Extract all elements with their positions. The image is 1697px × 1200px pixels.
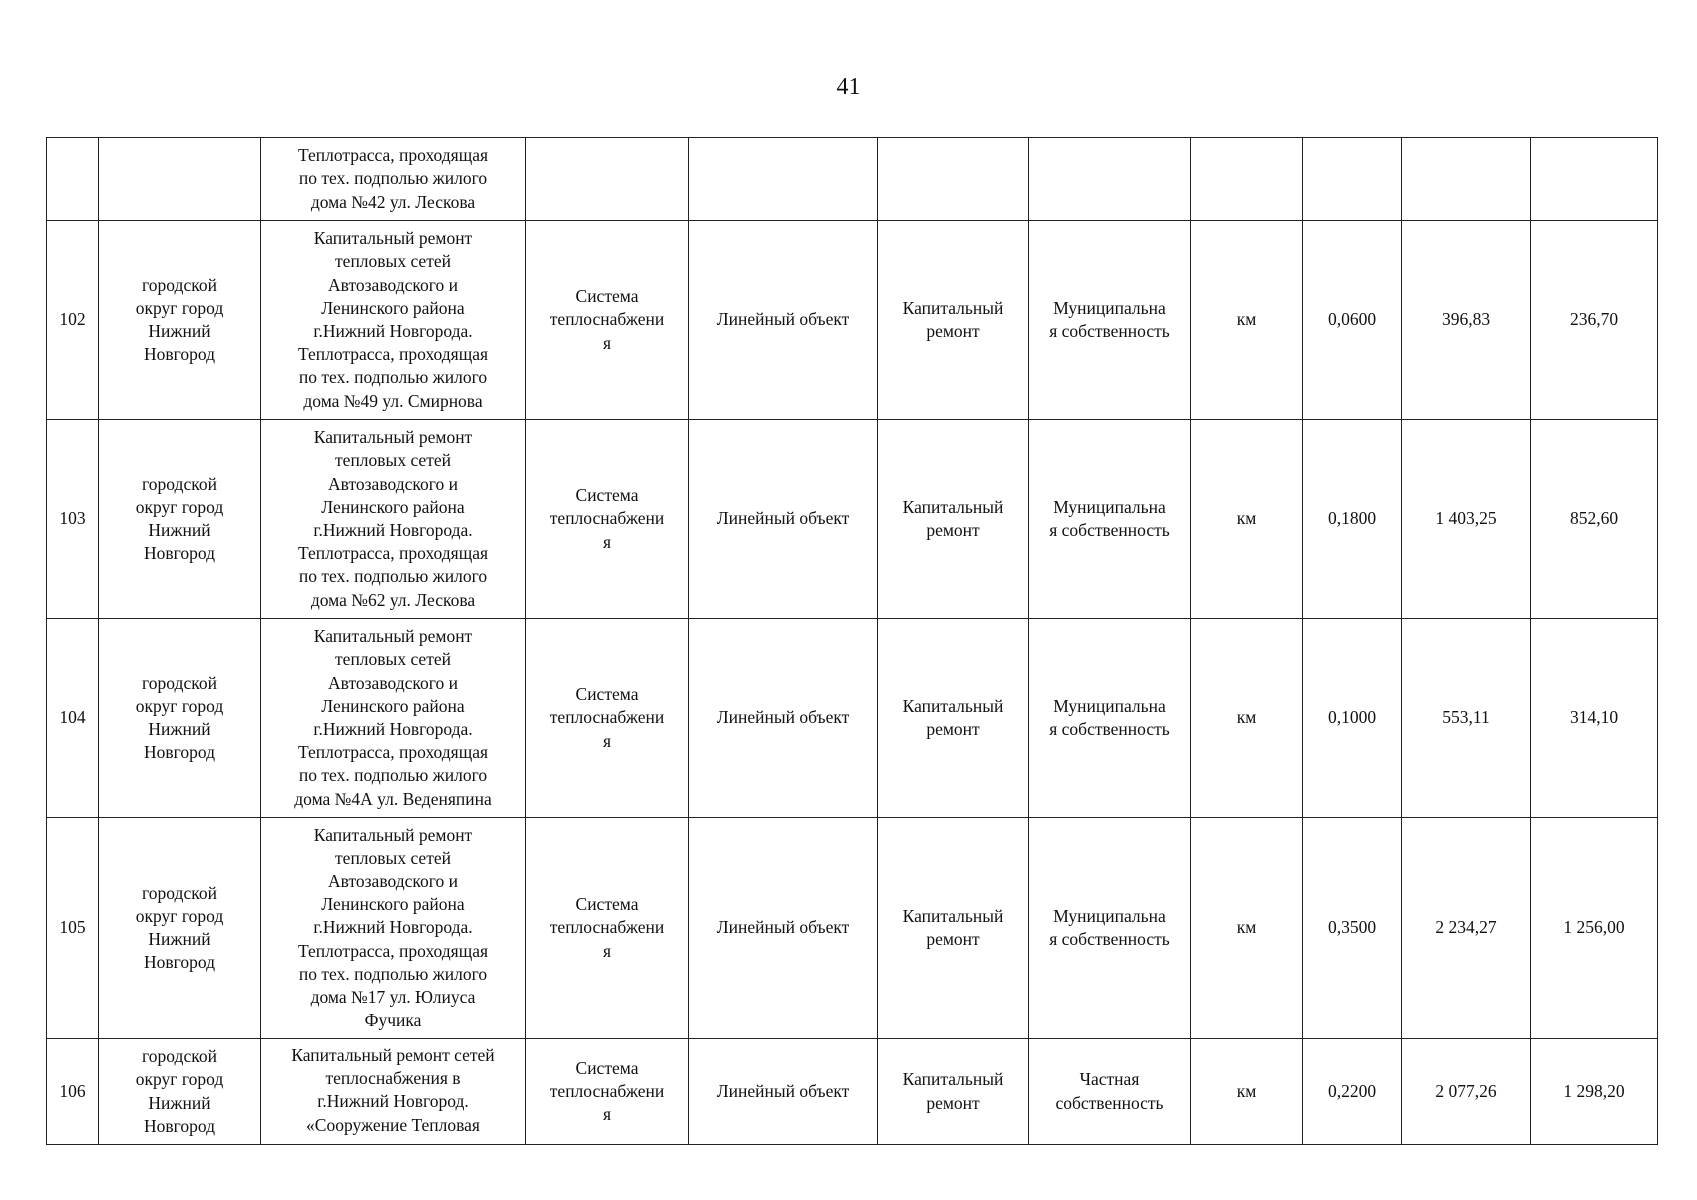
system-cell: Система теплоснабжени я: [526, 1039, 689, 1145]
object-name-cell: Капитальный ремонт тепловых сетей Автозаводского и Ленинского района г.Нижний Новгорода. Теплотрасса, проходящая по тех. подполью жилого дома №62 ул. Лескова: [261, 420, 526, 619]
table-row: [47, 138, 1658, 221]
page-number: 41: [836, 74, 861, 100]
system-cell: Система теплоснабжени я: [526, 818, 689, 1039]
ownership-cell: Муниципальна я собственность: [1029, 420, 1191, 619]
work-type-cell: [878, 138, 1029, 221]
object-type-cell: Линейный объект: [689, 221, 878, 420]
municipality-cell: городской округ город Нижний Новгород: [99, 619, 261, 818]
cost-total-cell: 396,83: [1402, 221, 1531, 420]
unit-cell: км: [1191, 420, 1303, 619]
table-row: [47, 221, 1658, 420]
work-type-cell: Капитальный ремонт: [878, 1039, 1029, 1145]
unit-cell: км: [1191, 619, 1303, 818]
object-name-cell: Капитальный ремонт тепловых сетей Автозаводского и Ленинского района г.Нижний Новгорода. Теплотрасса, проходящая по тех. подполью жилого дома №49 ул. Смирнова: [261, 221, 526, 420]
table-row: [47, 619, 1658, 818]
object-type-cell: [689, 138, 878, 221]
table-row: [47, 818, 1658, 1039]
unit-cell: км: [1191, 1039, 1303, 1145]
cost-total-cell: 2 077,26: [1402, 1039, 1531, 1145]
row-number-cell: 104: [47, 619, 99, 818]
object-name-cell: Капитальный ремонт тепловых сетей Автозаводского и Ленинского района г.Нижний Новгорода. Теплотрасса, проходящая по тех. подполью жилого дома №17 ул. Юлиуса Фучика: [261, 818, 526, 1039]
municipality-cell: городской округ город Нижний Новгород: [99, 420, 261, 619]
cost-total-cell: 1 403,25: [1402, 420, 1531, 619]
work-type-cell: Капитальный ремонт: [878, 619, 1029, 818]
length-cell: 0,2200: [1303, 1039, 1402, 1145]
object-name-cell: Теплотрасса, проходящая по тех. подполью жилого дома №42 ул. Лескова: [261, 138, 526, 221]
length-cell: [1303, 138, 1402, 221]
cost-share-cell: 1 298,20: [1531, 1039, 1658, 1145]
cost-total-cell: 553,11: [1402, 619, 1531, 818]
data-table: [46, 137, 1658, 1145]
length-cell: 0,0600: [1303, 221, 1402, 420]
municipality-cell: городской округ город Нижний Новгород: [99, 818, 261, 1039]
object-name-cell: Капитальный ремонт тепловых сетей Автозаводского и Ленинского района г.Нижний Новгорода. Теплотрасса, проходящая по тех. подполью жилого дома №4А ул. Веденяпина: [261, 619, 526, 818]
cost-share-cell: 314,10: [1531, 619, 1658, 818]
unit-cell: км: [1191, 221, 1303, 420]
municipality-cell: городской округ город Нижний Новгород: [99, 1039, 261, 1145]
ownership-cell: [1029, 138, 1191, 221]
object-type-cell: Линейный объект: [689, 420, 878, 619]
row-number-cell: 103: [47, 420, 99, 619]
system-cell: Система теплоснабжени я: [526, 619, 689, 818]
ownership-cell: Муниципальна я собственность: [1029, 619, 1191, 818]
cost-share-cell: 236,70: [1531, 221, 1658, 420]
cost-total-cell: [1402, 138, 1531, 221]
ownership-cell: Муниципальна я собственность: [1029, 818, 1191, 1039]
length-cell: 0,1000: [1303, 619, 1402, 818]
table-body: [47, 138, 1658, 1145]
cost-share-cell: 1 256,00: [1531, 818, 1658, 1039]
table-row: [47, 420, 1658, 619]
work-type-cell: Капитальный ремонт: [878, 420, 1029, 619]
row-number-cell: 106: [47, 1039, 99, 1145]
length-cell: 0,1800: [1303, 420, 1402, 619]
table-row: [47, 1039, 1658, 1145]
cost-total-cell: 2 234,27: [1402, 818, 1531, 1039]
cost-share-cell: [1531, 138, 1658, 221]
work-type-cell: Капитальный ремонт: [878, 221, 1029, 420]
system-cell: Система теплоснабжени я: [526, 221, 689, 420]
work-type-cell: Капитальный ремонт: [878, 818, 1029, 1039]
ownership-cell: Муниципальна я собственность: [1029, 221, 1191, 420]
unit-cell: [1191, 138, 1303, 221]
length-cell: 0,3500: [1303, 818, 1402, 1039]
object-type-cell: Линейный объект: [689, 619, 878, 818]
row-number-cell: 105: [47, 818, 99, 1039]
ownership-cell: Частная собственность: [1029, 1039, 1191, 1145]
system-cell: [526, 138, 689, 221]
municipality-cell: городской округ город Нижний Новгород: [99, 221, 261, 420]
row-number-cell: [47, 138, 99, 221]
object-name-cell: Капитальный ремонт сетей теплоснабжения в г.Нижний Новгород. «Сооружение Тепловая: [261, 1039, 526, 1145]
object-type-cell: Линейный объект: [689, 818, 878, 1039]
system-cell: Система теплоснабжени я: [526, 420, 689, 619]
unit-cell: км: [1191, 818, 1303, 1039]
cost-share-cell: 852,60: [1531, 420, 1658, 619]
municipality-cell: [99, 138, 261, 221]
object-type-cell: Линейный объект: [689, 1039, 878, 1145]
row-number-cell: 102: [47, 221, 99, 420]
